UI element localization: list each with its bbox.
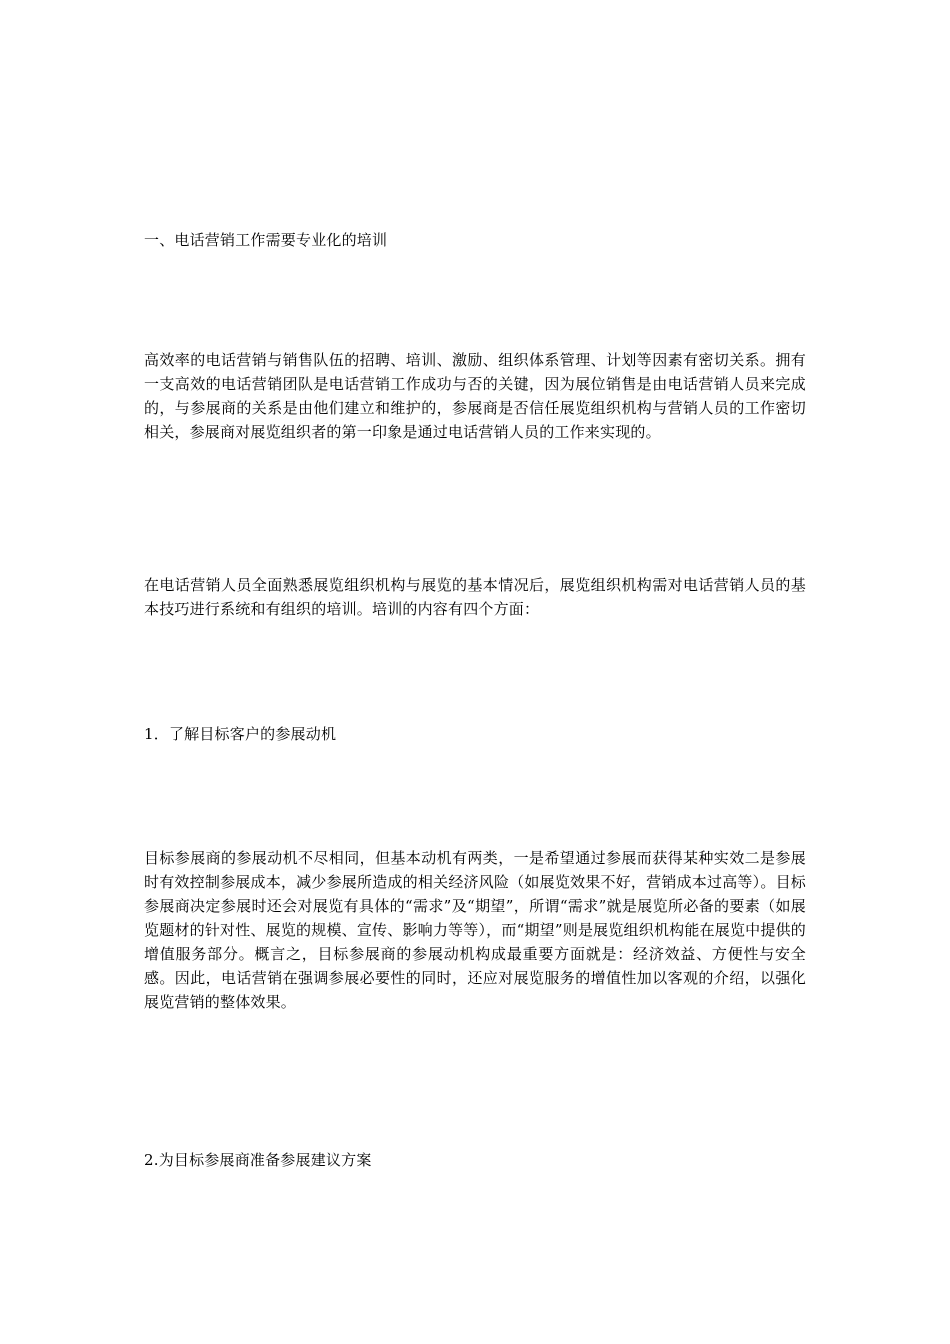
paragraph-2: 在电话营销人员全面熟悉展览组织机构与展览的基本情况后，展览组织机构需对电话营销人员的基本技巧进行系统和有组织的培训。培训的内容有四个方面： [144,576,806,618]
subsection-heading-1: 1．了解目标客户的参展动机 [144,725,337,743]
subsection-heading-2: 2.为目标参展商准备参展建议方案 [144,1151,372,1169]
paragraph-3: 目标参展商的参展动机不尽相同，但基本动机有两类，一是希望通过参展而获得某种实效二是参展时有效控制参展成本，减少参展所造成的相关经济风险（如展览效果不好，营销成本过高等）。目标参展商决定参展时还会对展览有具体的“需求”及“期望”，所谓“需求”就是展览所必备的要素（如展览题材的针对性、展览的规模、宣传、影响力等等），而“期望”则是展览组织机构能在展览中提供的增值服务部分。概言之，目标参展商的参展动机构成最重要方面就是：经济效益、方便性与安全感。因此，电话营销在强调参展必要性的同时，还应对展览服务的增值性加以客观的介绍，以强化展览营销的整体效果。 [144,849,806,1011]
paragraph-1: 高效率的电话营销与销售队伍的招聘、培训、激励、组织体系管理、计划等因素有密切关系。拥有一支高效的电话营销团队是电话营销工作成功与否的关键，因为展位销售是由电话营销人员来完成的，与参展商的关系是由他们建立和维护的，参展商是否信任展览组织机构与营销人员的工作密切相关，参展商对展览组织者的第一印象是通过电话营销人员的工作来实现的。 [144,351,806,441]
section-heading-1: 一、电话营销工作需要专业化的培训 [144,231,388,249]
